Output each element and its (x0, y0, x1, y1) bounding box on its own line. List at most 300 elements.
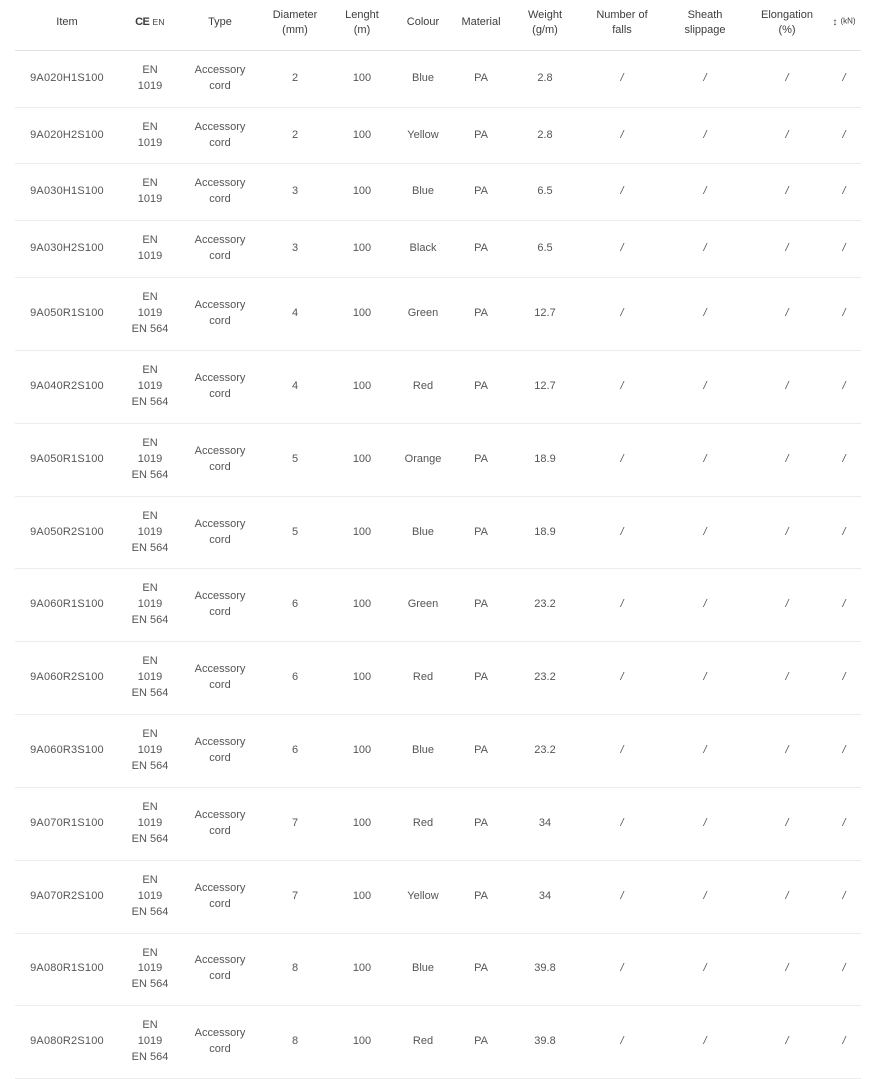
cell-certification-line: EN (142, 509, 158, 522)
cell-weight: 23.2 (509, 715, 581, 788)
cell-certification-line: EN (142, 436, 158, 449)
cell-sheath-slippage: / (663, 496, 747, 569)
cell-diameter: 6 (259, 569, 331, 642)
cell-certification-line: EN (142, 291, 158, 304)
cell-item: 9A020H1S100 (15, 50, 119, 107)
cell-type (181, 423, 259, 496)
cell-certification (119, 933, 181, 1006)
column-header-force (827, 0, 861, 50)
cell-type-line: cord (209, 250, 231, 263)
cell-diameter: 6 (259, 642, 331, 715)
cell-weight: 2.8 (509, 107, 581, 164)
cell-type (181, 221, 259, 278)
column-header-type (181, 0, 259, 50)
cell-certification (119, 423, 181, 496)
cell-colour: Yellow (393, 107, 453, 164)
cell-diameter: 6 (259, 715, 331, 788)
cell-length: 100 (331, 50, 393, 107)
cell-type-line: cord (209, 79, 231, 92)
cell-colour: Red (393, 351, 453, 424)
cell-elongation: / (747, 50, 827, 107)
cell-elongation: / (747, 860, 827, 933)
header-line1: Item (56, 16, 78, 29)
cell-length: 100 (331, 715, 393, 788)
cell-number-of-falls: / (581, 1006, 663, 1079)
cell-certification-line: EN (142, 120, 158, 133)
cell-certification-line: 1019 (137, 671, 163, 684)
cell-type-line: Accessory (194, 371, 246, 384)
cell-material: PA (453, 860, 509, 933)
cell-diameter: 7 (259, 860, 331, 933)
cell-length: 100 (331, 423, 393, 496)
cell-certification (119, 221, 181, 278)
header-line2: (%) (778, 23, 796, 36)
cell-material: PA (453, 1006, 509, 1079)
header-line2: falls (612, 23, 632, 36)
cell-type-line: cord (209, 1043, 231, 1056)
cell-item: 9A060R3S100 (15, 715, 119, 788)
cell-weight: 18.9 (509, 496, 581, 569)
cell-diameter: 5 (259, 496, 331, 569)
cell-type-line: cord (209, 387, 231, 400)
cell-diameter: 3 (259, 164, 331, 221)
cell-number-of-falls: / (581, 221, 663, 278)
cell-item: 9A080R2S100 (15, 1006, 119, 1079)
cell-number-of-falls: / (581, 351, 663, 424)
table-row (15, 860, 861, 933)
cell-type-line: cord (209, 533, 231, 546)
cell-sheath-slippage: / (663, 423, 747, 496)
table-header (15, 0, 861, 50)
cell-certification-line: EN (142, 873, 158, 886)
cell-sheath-slippage: / (663, 278, 747, 351)
cell-type (181, 278, 259, 351)
column-header-ce-en (119, 0, 181, 50)
table-body (15, 50, 861, 1078)
header-line1: Lenght (345, 9, 379, 21)
cell-certification-line: 1019 (137, 193, 163, 206)
cell-force: / (827, 351, 861, 424)
cell-item: 9A060R1S100 (15, 569, 119, 642)
cell-number-of-falls: / (581, 569, 663, 642)
cell-type (181, 787, 259, 860)
cell-number-of-falls: / (581, 278, 663, 351)
cell-certification-line: EN 564 (131, 832, 169, 845)
cell-sheath-slippage: / (663, 787, 747, 860)
cell-colour: Blue (393, 496, 453, 569)
cell-type (181, 569, 259, 642)
cell-force: / (827, 860, 861, 933)
cell-item: 9A020H2S100 (15, 107, 119, 164)
cell-type-line: Accessory (194, 517, 246, 530)
cell-length: 100 (331, 1006, 393, 1079)
updown-arrow-icon: ↕ (832, 16, 838, 28)
table-row (15, 164, 861, 221)
cell-length: 100 (331, 164, 393, 221)
cell-type-line: Accessory (194, 881, 246, 894)
cell-sheath-slippage: / (663, 860, 747, 933)
cell-colour: Black (393, 221, 453, 278)
cell-type-line: Accessory (194, 444, 246, 457)
cell-material: PA (453, 50, 509, 107)
cell-colour: Orange (393, 423, 453, 496)
cell-material: PA (453, 642, 509, 715)
cell-weight: 12.7 (509, 278, 581, 351)
cell-weight: 23.2 (509, 569, 581, 642)
header-line1: Type (208, 16, 232, 29)
cell-type-line: cord (209, 679, 231, 692)
column-header-sheath-slippage (663, 0, 747, 50)
cell-certification (119, 107, 181, 164)
cell-type-line: cord (209, 897, 231, 910)
cell-number-of-falls: / (581, 164, 663, 221)
cell-sheath-slippage: / (663, 933, 747, 1006)
cell-type-line: cord (209, 606, 231, 619)
cell-colour: Red (393, 1006, 453, 1079)
cell-material: PA (453, 351, 509, 424)
cell-certification-line: EN (142, 364, 158, 376)
cell-type-line: Accessory (194, 177, 246, 190)
cell-certification-line: EN 564 (131, 323, 169, 336)
cell-certification-line: EN 564 (131, 905, 169, 918)
cell-length: 100 (331, 107, 393, 164)
column-header-diameter (259, 0, 331, 50)
cell-certification-line: 1019 (137, 889, 163, 902)
cell-weight: 39.8 (509, 933, 581, 1006)
column-header-elongation (747, 0, 827, 50)
table-row (15, 107, 861, 164)
cell-diameter: 4 (259, 351, 331, 424)
cell-length: 100 (331, 860, 393, 933)
cell-force: / (827, 423, 861, 496)
cell-elongation: / (747, 351, 827, 424)
header-line2: (m) (353, 23, 371, 36)
cell-certification-line: EN 564 (131, 614, 169, 627)
cell-colour: Yellow (393, 860, 453, 933)
cell-type (181, 164, 259, 221)
cell-weight: 6.5 (509, 221, 581, 278)
cell-force: / (827, 569, 861, 642)
cell-number-of-falls: / (581, 860, 663, 933)
cell-diameter: 8 (259, 1006, 331, 1079)
cell-type (181, 860, 259, 933)
cell-type (181, 1006, 259, 1079)
cell-certification-line: EN 564 (131, 759, 169, 772)
cell-type-line: Accessory (194, 234, 246, 247)
cell-type (181, 50, 259, 107)
table-row (15, 787, 861, 860)
cell-diameter: 2 (259, 107, 331, 164)
cell-diameter: 2 (259, 50, 331, 107)
ce-mark-icon: CE (135, 16, 150, 29)
cell-item: 9A070R1S100 (15, 787, 119, 860)
cell-length: 100 (331, 278, 393, 351)
cell-certification (119, 164, 181, 221)
cell-type-line: cord (209, 315, 231, 328)
cell-colour: Blue (393, 933, 453, 1006)
cell-type (181, 496, 259, 569)
cell-sheath-slippage: / (663, 715, 747, 788)
table-row (15, 1006, 861, 1079)
cell-type-line: Accessory (194, 590, 246, 603)
cell-number-of-falls: / (581, 933, 663, 1006)
cell-number-of-falls: / (581, 715, 663, 788)
cell-material: PA (453, 278, 509, 351)
cell-certification (119, 787, 181, 860)
header-line1: Weight (527, 9, 563, 21)
cell-weight: 34 (509, 860, 581, 933)
cell-type-line: Accessory (194, 954, 246, 967)
cell-certification-line: 1019 (137, 744, 163, 756)
table-row (15, 715, 861, 788)
cell-material: PA (453, 164, 509, 221)
cell-type-line: cord (209, 136, 231, 149)
header-line2: EN (152, 17, 165, 28)
cell-type (181, 351, 259, 424)
cell-certification-line: EN (142, 1019, 158, 1032)
cell-weight: 18.9 (509, 423, 581, 496)
cell-force: / (827, 164, 861, 221)
cell-certification (119, 351, 181, 424)
cell-material: PA (453, 787, 509, 860)
cell-colour: Blue (393, 164, 453, 221)
cell-item: 9A050R1S100 (15, 278, 119, 351)
cell-certification-line: EN (142, 728, 158, 741)
cell-certification-line: EN 564 (131, 395, 169, 408)
table-row (15, 933, 861, 1006)
cell-item: 9A030H2S100 (15, 221, 119, 278)
cell-item: 9A080R1S100 (15, 933, 119, 1006)
cell-certification (119, 496, 181, 569)
cell-number-of-falls: / (581, 787, 663, 860)
cell-type-line: Accessory (194, 1027, 246, 1040)
cell-sheath-slippage: / (663, 351, 747, 424)
table-row (15, 496, 861, 569)
cell-sheath-slippage: / (663, 107, 747, 164)
cell-length: 100 (331, 221, 393, 278)
cell-type-line: Accessory (194, 120, 246, 133)
cell-length: 100 (331, 496, 393, 569)
cell-elongation: / (747, 715, 827, 788)
cell-certification-line: 1019 (137, 816, 163, 829)
product-spec-table (15, 0, 861, 1079)
cell-type-line: Accessory (194, 299, 246, 312)
cell-certification-line: EN (142, 655, 158, 668)
cell-sheath-slippage: / (663, 164, 747, 221)
cell-type (181, 642, 259, 715)
cell-type-line: cord (209, 824, 231, 837)
header-line2: slippage (684, 23, 726, 36)
cell-force: / (827, 933, 861, 1006)
cell-force: / (827, 642, 861, 715)
cell-diameter: 7 (259, 787, 331, 860)
cell-certification-line: 1019 (137, 962, 163, 975)
cell-certification-line: 1019 (137, 250, 163, 263)
cell-diameter: 3 (259, 221, 331, 278)
cell-type-line: cord (209, 751, 231, 764)
cell-item: 9A070R2S100 (15, 860, 119, 933)
cell-certification-line: 1019 (137, 79, 163, 92)
cell-material: PA (453, 569, 509, 642)
cell-certification-line: 1019 (137, 379, 163, 392)
cell-elongation: / (747, 569, 827, 642)
cell-force: / (827, 221, 861, 278)
cell-weight: 34 (509, 787, 581, 860)
table-row (15, 642, 861, 715)
cell-length: 100 (331, 642, 393, 715)
cell-elongation: / (747, 642, 827, 715)
cell-certification-line: 1019 (137, 598, 163, 611)
column-header-weight (509, 0, 581, 50)
cell-elongation: / (747, 278, 827, 351)
header-line1: Diameter (272, 9, 318, 21)
cell-elongation: / (747, 221, 827, 278)
cell-number-of-falls: / (581, 423, 663, 496)
cell-certification-line: 1019 (137, 452, 163, 465)
cell-force: / (827, 278, 861, 351)
cell-force: / (827, 107, 861, 164)
cell-certification (119, 715, 181, 788)
cell-weight: 12.7 (509, 351, 581, 424)
cell-force: / (827, 715, 861, 788)
cell-certification (119, 860, 181, 933)
cell-certification-line: EN 564 (131, 1051, 169, 1064)
header-line1: Number of (596, 9, 648, 21)
cell-certification-line: EN (142, 177, 158, 190)
cell-certification-line: 1019 (137, 525, 163, 538)
cell-force: / (827, 496, 861, 569)
cell-item: 9A060R2S100 (15, 642, 119, 715)
cell-certification-line: EN (142, 234, 158, 247)
cell-type-line: cord (209, 193, 231, 206)
cell-item: 9A030H1S100 (15, 164, 119, 221)
cell-type-line: cord (209, 970, 231, 983)
cell-type-line: Accessory (194, 736, 246, 749)
cell-colour: Green (393, 569, 453, 642)
header-line1: Sheath (687, 9, 723, 21)
cell-number-of-falls: / (581, 50, 663, 107)
cell-sheath-slippage: / (663, 221, 747, 278)
cell-colour: Blue (393, 715, 453, 788)
cell-certification-line: EN (142, 582, 158, 595)
cell-weight: 6.5 (509, 164, 581, 221)
cell-certification-line: EN 564 (131, 468, 169, 481)
cell-material: PA (453, 423, 509, 496)
cell-weight: 39.8 (509, 1006, 581, 1079)
cell-diameter: 4 (259, 278, 331, 351)
cell-force: / (827, 1006, 861, 1079)
cell-elongation: / (747, 933, 827, 1006)
column-header-length (331, 0, 393, 50)
cell-number-of-falls: / (581, 107, 663, 164)
header-line2: (mm) (282, 23, 308, 36)
cell-item: 9A040R2S100 (15, 351, 119, 424)
cell-type-line: Accessory (194, 63, 246, 76)
cell-colour: Red (393, 787, 453, 860)
cell-certification-line: EN 564 (131, 978, 169, 991)
cell-number-of-falls: / (581, 642, 663, 715)
cell-material: PA (453, 107, 509, 164)
cell-diameter: 8 (259, 933, 331, 1006)
header-line1: Material (461, 16, 501, 29)
header-line1: Elongation (761, 9, 813, 21)
cell-length: 100 (331, 351, 393, 424)
cell-certification-line: EN (142, 63, 158, 76)
table-row (15, 50, 861, 107)
cell-elongation: / (747, 423, 827, 496)
table-row (15, 423, 861, 496)
cell-certification-line: EN 564 (131, 687, 169, 700)
cell-certification-line: 1019 (137, 136, 163, 149)
cell-elongation: / (747, 107, 827, 164)
header-line1: Colour (406, 16, 440, 29)
column-header-material (453, 0, 509, 50)
cell-elongation: / (747, 1006, 827, 1079)
cell-elongation: / (747, 787, 827, 860)
cell-certification (119, 1006, 181, 1079)
cell-colour: Red (393, 642, 453, 715)
cell-sheath-slippage: / (663, 569, 747, 642)
cell-certification (119, 278, 181, 351)
cell-length: 100 (331, 569, 393, 642)
cell-material: PA (453, 933, 509, 1006)
cell-material: PA (453, 221, 509, 278)
header-line2: (kN) (840, 17, 856, 27)
cell-number-of-falls: / (581, 496, 663, 569)
cell-elongation: / (747, 496, 827, 569)
table-row (15, 278, 861, 351)
cell-item: 9A050R2S100 (15, 496, 119, 569)
cell-elongation: / (747, 164, 827, 221)
cell-sheath-slippage: / (663, 50, 747, 107)
header-row (15, 0, 861, 50)
table-row (15, 221, 861, 278)
cell-type (181, 933, 259, 1006)
cell-certification-line: 1019 (137, 1035, 163, 1048)
cell-type (181, 107, 259, 164)
cell-type-line: Accessory (194, 663, 246, 676)
column-header-number-of-falls (581, 0, 663, 50)
cell-force: / (827, 50, 861, 107)
cell-item: 9A050R1S100 (15, 423, 119, 496)
column-header-item (15, 0, 119, 50)
cell-diameter: 5 (259, 423, 331, 496)
cell-type (181, 715, 259, 788)
cell-weight: 2.8 (509, 50, 581, 107)
cell-weight: 23.2 (509, 642, 581, 715)
cell-sheath-slippage: / (663, 642, 747, 715)
cell-colour: Green (393, 278, 453, 351)
cell-material: PA (453, 496, 509, 569)
cell-certification-line: EN 564 (131, 541, 169, 554)
table-row (15, 351, 861, 424)
cell-type-line: Accessory (194, 808, 246, 821)
cell-certification-line: EN (142, 946, 158, 959)
cell-length: 100 (331, 787, 393, 860)
column-header-colour (393, 0, 453, 50)
cell-colour: Blue (393, 50, 453, 107)
cell-length: 100 (331, 933, 393, 1006)
table-row (15, 569, 861, 642)
cell-certification (119, 50, 181, 107)
cell-type-line: cord (209, 460, 231, 473)
cell-certification-line: EN (142, 800, 158, 813)
cell-certification (119, 642, 181, 715)
header-line2: (g/m) (532, 23, 558, 36)
cell-certification (119, 569, 181, 642)
cell-force: / (827, 787, 861, 860)
cell-certification-line: 1019 (137, 307, 163, 320)
